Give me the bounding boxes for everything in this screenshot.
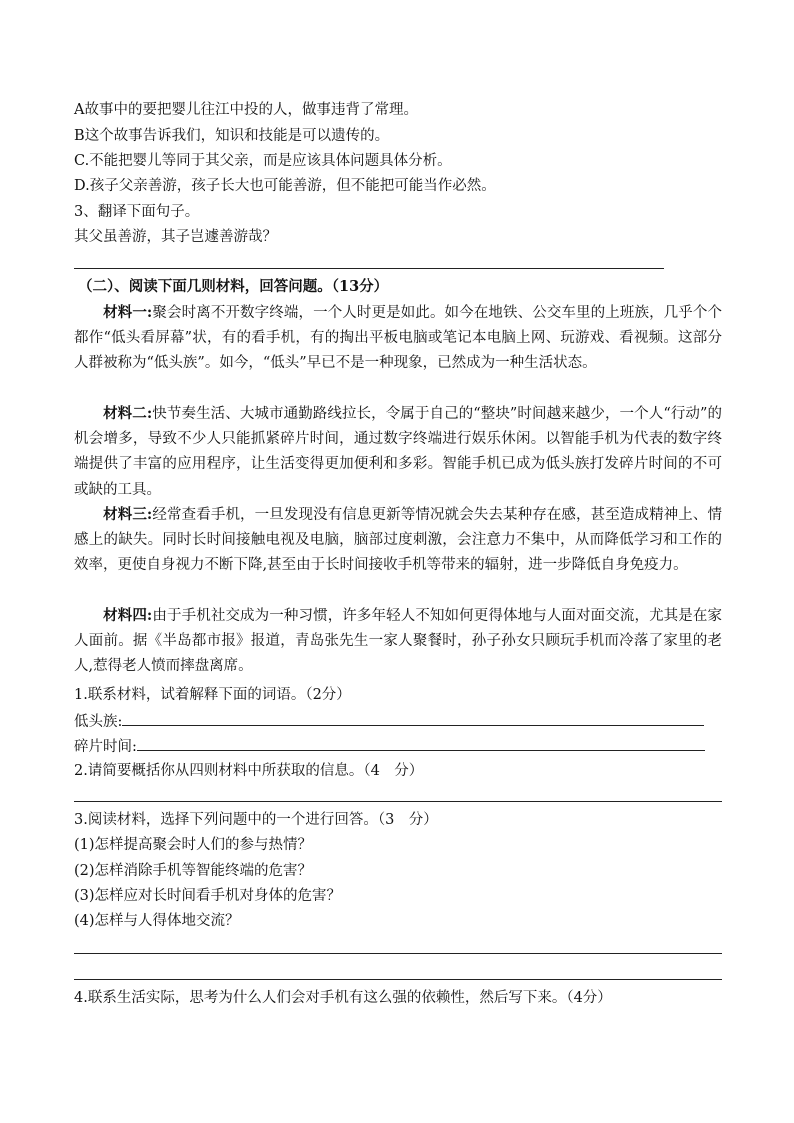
term-1-label: 低头族: [74, 714, 123, 730]
answer-blank-term-1[interactable] [122, 710, 704, 726]
translate-prompt: 3、翻译下面句子。 [74, 204, 200, 220]
term-2-row [74, 735, 705, 757]
material-1-text: 聚会时离不开数字终端，一个人时更是如此。如今在地铁、公交车里的上班族，几乎个个都作“低头看屏幕”状，有的看手机，有的掏出平板电脑或笔记本电脑上网、玩游戏、看视频。这部分人群被称为“低头族”。如今，“低头”早已不是一种现象，已然成为一种生活状态。 [74, 305, 723, 372]
material-3 [74, 502, 722, 579]
material-2-label: 材料二: [103, 405, 153, 422]
choice-2: (2)怎样消除手机等智能终端的危害？ [74, 863, 313, 879]
term-1-row [74, 710, 704, 732]
question-1: 1.联系材料，试着解释下面的词语。（2分） [74, 687, 351, 703]
material-2-text: 快节奏生活、大城市通勤路线拉长，令属于自己的“整块”时间越来越少，一个人“行动”的机会增多，导致不少人只能抓紧碎片时间，通过数字终端进行娱乐休闲。以智能手机为代表的数字终端提供了丰富的应用程序，让生活变得更加便利和多彩。智能手机已成为低头族打发碎片时间的不可或缺的工具。 [74, 406, 722, 498]
question-3: 3.阅读材料，选择下列问题中的一个进行回答。（3 分） [74, 812, 438, 828]
material-3-text: 经常查看手机，一旦发现没有信息更新等情况就会失去某种存在感，甚至造成精神上、情感上的缺失。同时长时间接触电视及电脑，脑部过度刺激，会注意力不集中，从而降低学习和工作的效率，更使自身视力不断下降,甚至由于长时间接收手机等带来的辐射，进一步降低自身免疫力。 [74, 507, 723, 574]
term-2-label: 碎片时间: [74, 739, 137, 755]
question-2: 2.请简要概括你从四则材料中所获取的信息。（4 分） [74, 763, 424, 779]
material-3-label: 材料三: [103, 506, 153, 523]
material-2 [74, 401, 722, 503]
answer-line-translate[interactable] [74, 268, 664, 269]
section-2-title: （二）、阅读下面几则材料，回答问题。（13分） [78, 278, 389, 295]
choice-3: (3)怎样应对长时间看手机对身体的危害？ [74, 888, 342, 904]
option-d: D.孩子父亲善游，孩子长大也可能善游，但不能把可能当作必然。 [74, 178, 496, 194]
material-4-text: 由于手机社交成为一种习惯，许多年轻人不知如何更得体地与人面对面交流，尤其是在家人面前。据《半岛都市报》报道，青岛张先生一家人聚餐时，孙子孙女只顾玩手机而冷落了家里的老人,惹得老人愤而摔盘离席。 [74, 608, 723, 675]
answer-line-q3-2[interactable] [74, 979, 722, 980]
answer-line-q3-1[interactable] [74, 953, 722, 954]
option-a: A故事中的要把婴儿往江中投的人，做事违背了常理。 [74, 102, 418, 118]
answer-blank-term-2[interactable] [137, 735, 705, 751]
option-c: C.不能把婴儿等同于其父亲，而是应该具体问题具体分析。 [74, 153, 452, 169]
material-1-label: 材料一: [103, 304, 153, 321]
choice-1: (1)怎样提高聚会时人们的参与热情？ [74, 837, 313, 853]
material-1 [74, 300, 722, 377]
question-4: 4.联系生活实际，思考为什么人们会对手机有这么强的依赖性，然后写下来。（4分） [74, 990, 612, 1006]
material-4 [74, 603, 722, 680]
choice-4: (4)怎样与人得体地交流？ [74, 913, 240, 929]
translate-sentence: 其父虽善游，其子岂遽善游哉？ [74, 229, 277, 245]
answer-line-q2[interactable] [74, 801, 722, 802]
option-b: B这个故事告诉我们，知识和技能是可以遗传的。 [74, 128, 390, 144]
material-4-label: 材料四: [103, 607, 153, 624]
